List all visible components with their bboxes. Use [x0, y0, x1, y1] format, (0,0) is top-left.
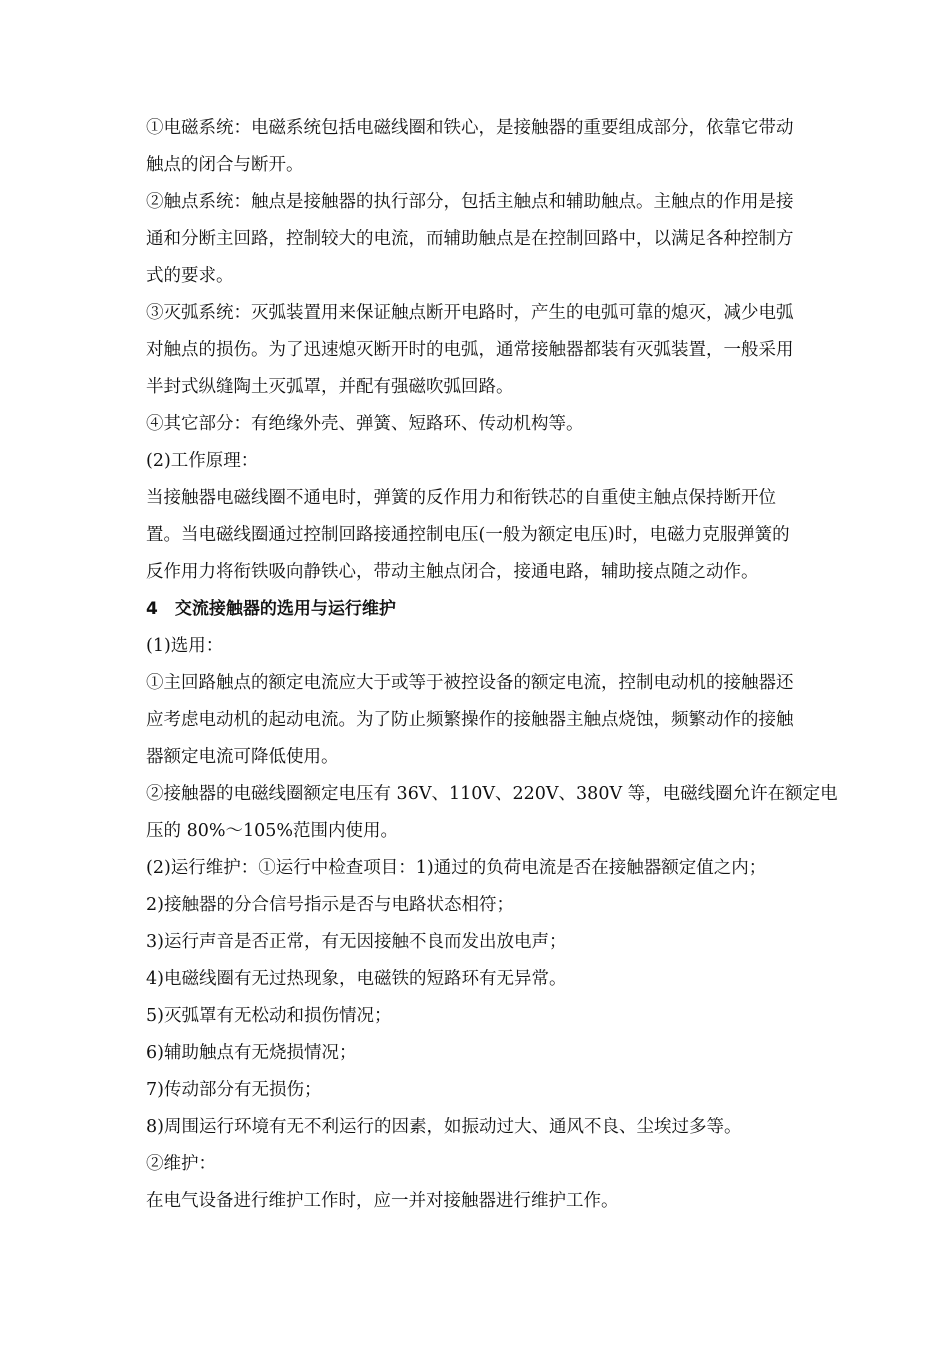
paragraph-line: 通和分断主回路，控制较大的电流，而辅助触点是在控制回路中，以满足各种控制方: [146, 229, 794, 249]
paragraph-line: 置。当电磁线圈通过控制回路接通控制电压(一般为额定电压)时，电磁力克服弹簧的: [146, 525, 790, 545]
paragraph-line: 在电气设备进行维护工作时，应一并对接触器进行维护工作。: [146, 1191, 619, 1211]
paragraph-line: 5)灭弧罩有无松动和损伤情况；: [146, 1006, 392, 1026]
paragraph-line: 对触点的损伤。为了迅速熄灭断开时的电弧，通常接触器都装有灭弧装置，一般采用: [146, 340, 794, 360]
paragraph-line: ①电磁系统：电磁系统包括电磁线圈和铁心，是接触器的重要组成部分，依靠它带动: [146, 118, 794, 138]
paragraph-line: ③灭弧系统：灭弧装置用来保证触点断开电路时，产生的电弧可靠的熄灭，减少电弧: [146, 303, 794, 323]
paragraph-line: ②维护：: [146, 1154, 216, 1174]
document-body: [146, 110, 858, 1220]
paragraph-line: ②接触器的电磁线圈额定电压有 36V、110V、220V、380V 等，电磁线圈允许在额定电: [146, 784, 838, 804]
paragraph-line: 压的 80%～105%范围内使用。: [146, 821, 398, 841]
paragraph-line: 器额定电流可降低使用。: [146, 747, 339, 767]
paragraph-line: 式的要求。: [146, 266, 234, 286]
paragraph-line: 应考虑电动机的起动电流。为了防止频繁操作的接触器主触点烧蚀，频繁动作的接触: [146, 710, 794, 730]
paragraph-line: (2)运行维护：①运行中检查项目：1)通过的负荷电流是否在接触器额定值之内；: [146, 858, 767, 878]
paragraph-line: 3)运行声音是否正常，有无因接触不良而发出放电声；: [146, 932, 567, 952]
paragraph-line: 8)周围运行环境有无不利运行的因素，如振动过大、通风不良、尘埃过多等。: [146, 1117, 742, 1137]
paragraph-line: (1)选用：: [146, 636, 224, 656]
paragraph-line: 反作用力将衔铁吸向静铁心，带动主触点闭合，接通电路，辅助接点随之动作。: [146, 562, 759, 582]
paragraph-line: ④其它部分：有绝缘外壳、弹簧、短路环、传动机构等。: [146, 414, 584, 434]
paragraph-line: (2)工作原理：: [146, 451, 259, 471]
paragraph-line: 半封式纵缝陶土灭弧罩，并配有强磁吹弧回路。: [146, 377, 514, 397]
paragraph-line: 2)接触器的分合信号指示是否与电路状态相符；: [146, 895, 514, 915]
paragraph-line: 触点的闭合与断开。: [146, 155, 304, 175]
section-heading: 4 交流接触器的选用与运行维护: [146, 599, 396, 619]
paragraph-line: 4)电磁线圈有无过热现象，电磁铁的短路环有无异常。: [146, 969, 567, 989]
paragraph-line: ①主回路触点的额定电流应大于或等于被控设备的额定电流，控制电动机的接触器还: [146, 673, 794, 693]
paragraph-line: 当接触器电磁线圈不通电时，弹簧的反作用力和衔铁芯的自重使主触点保持断开位: [146, 488, 776, 508]
paragraph-line: 6)辅助触点有无烧损情况；: [146, 1043, 357, 1063]
paragraph-line: ②触点系统：触点是接触器的执行部分，包括主触点和辅助触点。主触点的作用是接: [146, 192, 794, 212]
paragraph-line: 7)传动部分有无损伤；: [146, 1080, 322, 1100]
